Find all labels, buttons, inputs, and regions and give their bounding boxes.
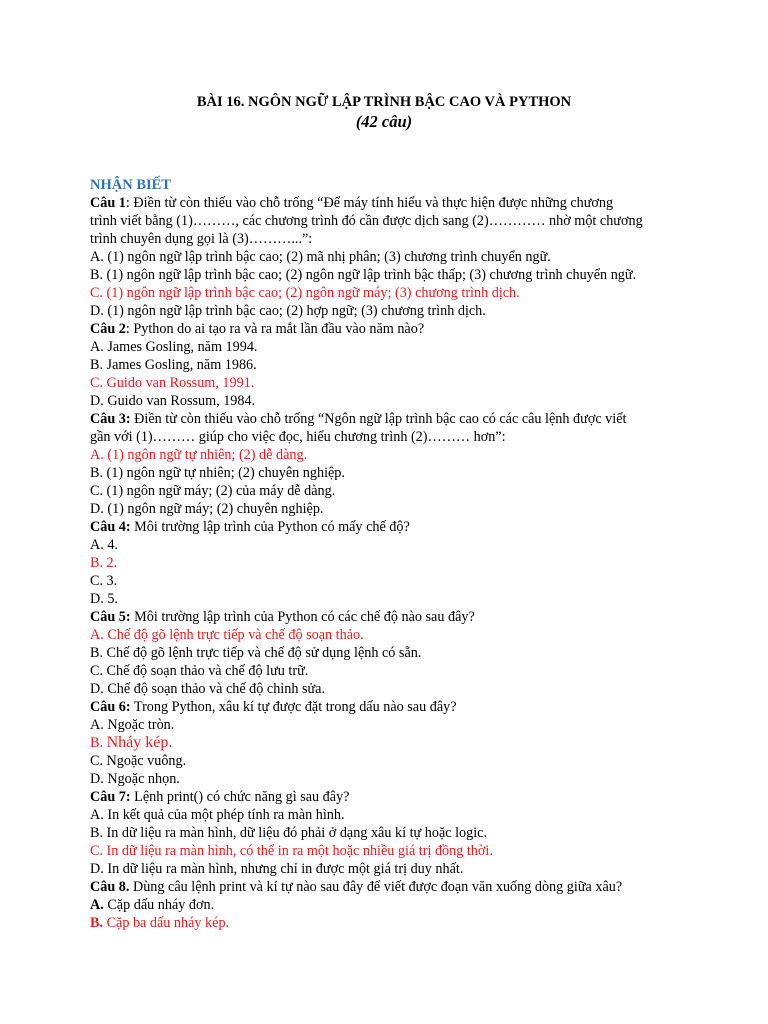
option-d: D. In dữ liệu ra màn hình, nhưng chỉ in được một giá trị duy nhất. <box>90 861 464 877</box>
option-c-correct: C. (1) ngôn ngữ lập trình bậc cao; (2) ngôn ngữ máy; (3) chương trình dịch. <box>90 285 520 301</box>
question-text: : Python do ai tạo ra và ra mắt lần đầu vào năm nào? <box>125 321 425 337</box>
option-a: A. Ngoặc tròn. <box>90 717 175 733</box>
question-label: Câu 2 <box>90 321 126 337</box>
option-a: A. 4. <box>90 537 118 553</box>
option-c-correct: C. In dữ liệu ra màn hình, có thể in ra một hoặc nhiều giá trị đồng thời. <box>90 843 493 859</box>
question-text: Lệnh print() có chức năng gì sau đây? <box>130 789 350 805</box>
question-6 <box>90 698 690 716</box>
option-a: A. (1) ngôn ngữ lập trình bậc cao; (2) mã nhị phân; (3) chương trình chuyển ngữ. <box>90 249 551 265</box>
question-text: Điền từ còn thiếu vào chỗ trống “Ngôn ngữ lập trình bậc cao có các câu lệnh được viết <box>130 411 627 427</box>
option-text: Cặp ba dấu nháy kép. <box>103 915 230 931</box>
option-c: C. Ngoặc vuông. <box>90 753 187 769</box>
question-2 <box>90 320 690 338</box>
option-a: A. James Gosling, năm 1994. <box>90 339 258 355</box>
option-a-correct: A. (1) ngôn ngữ tự nhiên; (2) dễ dàng. <box>90 447 308 463</box>
option-b: B. (1) ngôn ngữ tự nhiên; (2) chuyên nghiệp. <box>90 465 345 481</box>
page-title: BÀI 16. NGÔN NGỮ LẬP TRÌNH BẬC CAO VÀ PYTHON <box>196 94 572 110</box>
question-label: Câu 7: <box>90 789 131 805</box>
option-d: D. (1) ngôn ngữ lập trình bậc cao; (2) hợp ngữ; (3) chương trình dịch. <box>90 303 486 319</box>
option-letter: B. <box>90 915 104 931</box>
question-text-line: trình chuyên dụng gọi là (3)………...”: <box>90 231 313 247</box>
option-d: D. Chế độ soạn thảo và chế độ chỉnh sửa. <box>90 681 326 697</box>
option-letter: A. <box>90 897 104 913</box>
option-letter: B. <box>90 735 107 751</box>
page-subtitle: (42 câu) <box>355 112 413 131</box>
question-label: Câu 1 <box>90 195 126 211</box>
question-text: Môi trường lập trình của Python có mấy chế độ? <box>130 519 410 535</box>
option-b: B. In dữ liệu ra màn hình, dữ liệu đó phải ở dạng xâu kí tự hoặc logic. <box>90 825 488 841</box>
option-b-correct <box>90 734 690 752</box>
option-d: D. Guido van Rossum, 1984. <box>90 393 256 409</box>
question-3 <box>90 410 690 428</box>
option-c: C. (1) ngôn ngữ máy; (2) của máy dễ dàng. <box>90 483 336 499</box>
option-d: D. Ngoặc nhọn. <box>90 771 180 787</box>
question-text: Trong Python, xâu kí tự được đặt trong dấu nào sau đây? <box>130 699 457 715</box>
option-b: B. Chế độ gõ lệnh trực tiếp và chế độ sử dụng lệnh có sẵn. <box>90 645 422 661</box>
option-d: D. 5. <box>90 591 118 607</box>
question-text-line: trình viết bằng (1)………, các chương trình đó cần được dịch sang (2)………… nhờ một chương <box>90 213 643 229</box>
question-4 <box>90 518 690 536</box>
option-text: Cặp dấu nháy đơn. <box>103 897 215 913</box>
option-a: A. In kết quả của một phép tính ra màn hình. <box>90 807 345 823</box>
question-1 <box>90 194 690 212</box>
option-b: B. (1) ngôn ngữ lập trình bậc cao; (2) ngôn ngữ lập trình bậc thấp; (3) chương trình chuyển ngữ. <box>90 267 637 283</box>
option-b-correct: B. 2. <box>90 555 118 571</box>
option-c-correct: C. Guido van Rossum, 1991. <box>90 375 255 391</box>
question-text: : Điền từ còn thiếu vào chỗ trống “Để máy tính hiểu và thực hiện được những chương <box>125 195 614 211</box>
option-text: Nháy kép. <box>106 734 173 751</box>
question-text-line: gần với (1)……… giúp cho việc đọc, hiểu chương trình (2)……… hơn”: <box>90 429 506 445</box>
question-label: Câu 3: <box>90 411 131 427</box>
option-d: D. (1) ngôn ngữ máy; (2) chuyên nghiệp. <box>90 501 324 517</box>
section-heading: NHẬN BIẾT <box>90 177 171 193</box>
question-text: Môi trường lập trình của Python có các chế độ nào sau đây? <box>130 609 475 625</box>
question-list <box>90 176 690 932</box>
question-label: Câu 6: <box>90 699 131 715</box>
question-8 <box>90 878 690 896</box>
question-5 <box>90 608 690 626</box>
question-label: Câu 5: <box>90 609 131 625</box>
question-label: Câu 4: <box>90 519 131 535</box>
question-text: Dùng câu lệnh print và kí tự nào sau đây để viết được đoạn văn xuống dòng giữa xâu? <box>129 879 623 895</box>
option-b: B. James Gosling, năm 1986. <box>90 357 257 373</box>
option-a <box>90 896 690 914</box>
option-a-correct: A. Chế độ gõ lệnh trực tiếp và chế độ soạn thảo. <box>90 627 364 643</box>
option-b-correct <box>90 914 690 932</box>
option-c: C. 3. <box>90 573 118 589</box>
option-c: C. Chế độ soạn thảo và chế độ lưu trữ. <box>90 663 309 679</box>
question-label: Câu 8. <box>90 879 130 895</box>
question-7 <box>90 788 690 806</box>
